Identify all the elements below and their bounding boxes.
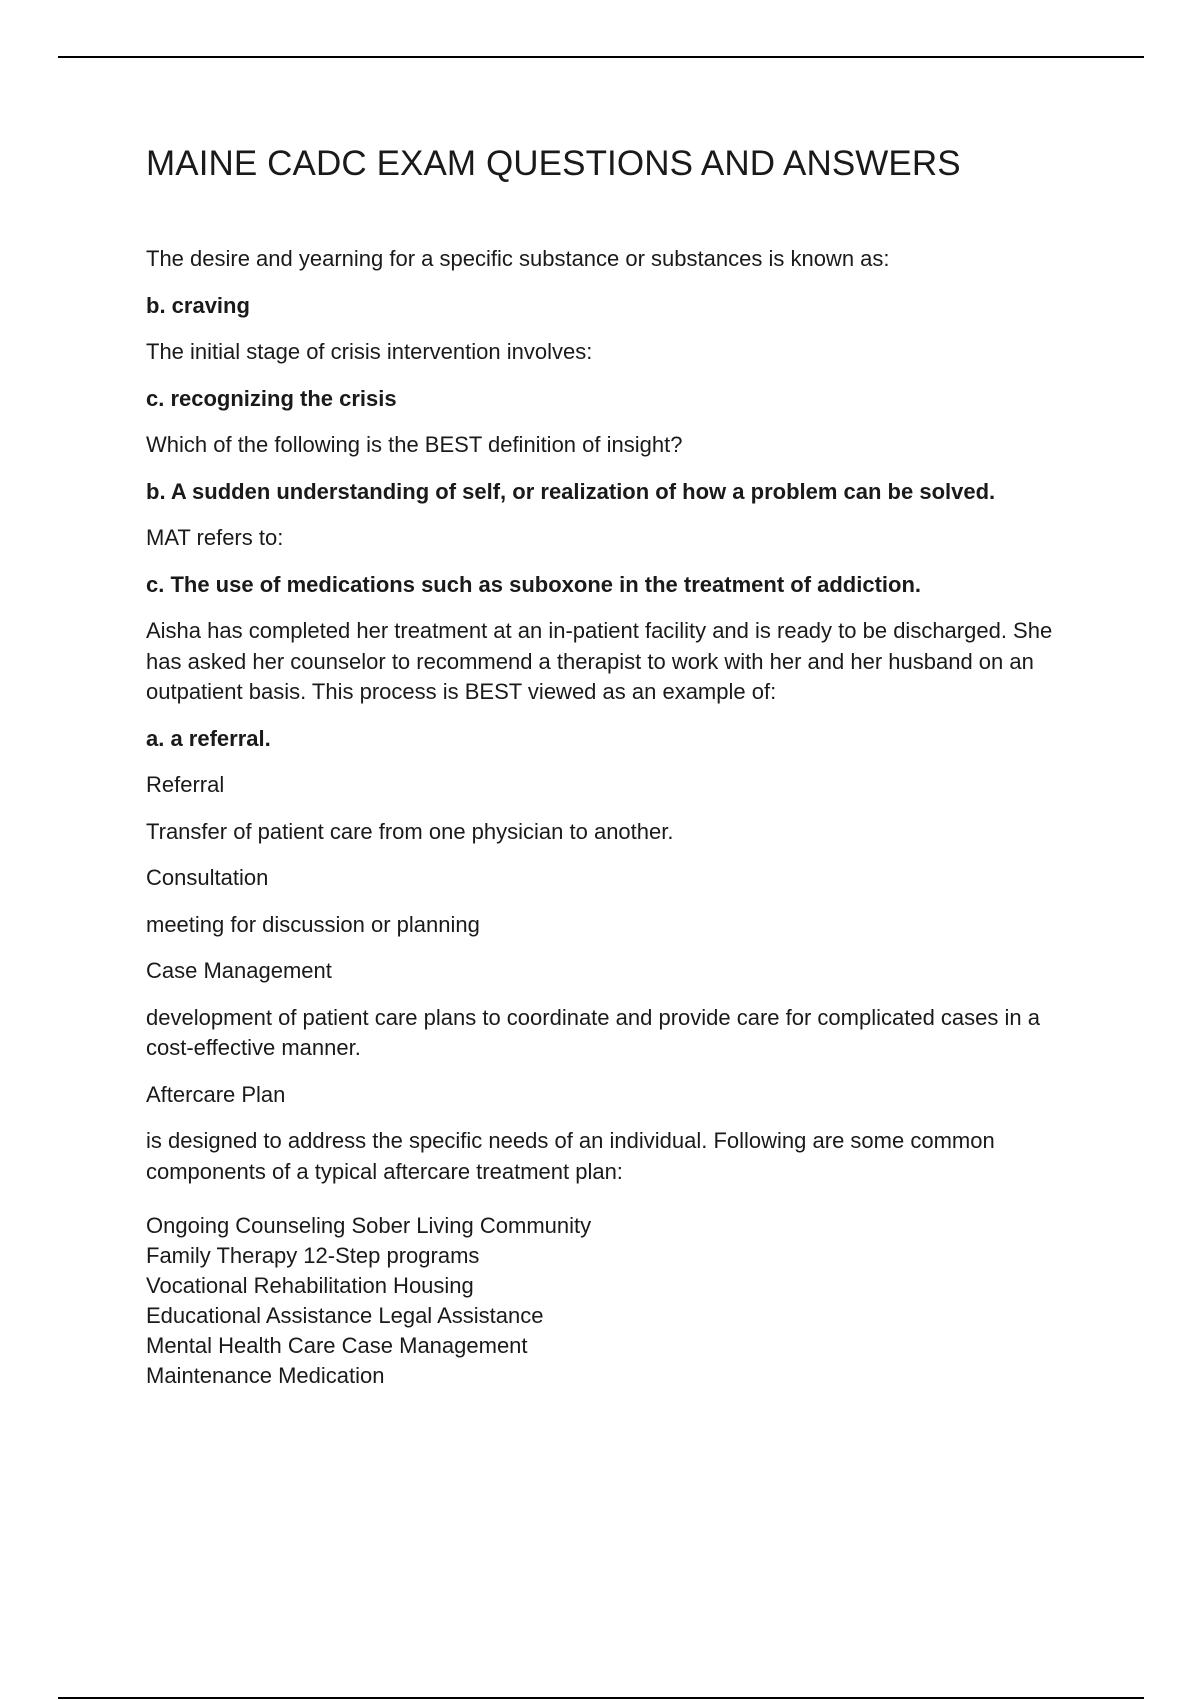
definition-text: development of patient care plans to coordinate and provide care for complicated cases in a cost-effective manner.	[146, 1004, 1040, 1060]
list-item: Maintenance Medication	[146, 1363, 385, 1388]
document-body	[146, 140, 1086, 1391]
term-text: Aftercare Plan	[146, 1081, 286, 1107]
definition-text: Transfer of patient care from one physician to another.	[146, 818, 674, 844]
bottom-rule	[58, 1697, 1144, 1699]
question-text: The initial stage of crisis intervention involves:	[146, 339, 593, 364]
definition-text: is designed to address the specific needs of an individual. Following are some common components of a typical aftercare treatment plan:	[146, 1128, 995, 1184]
question-text: Which of the following is the BEST definition of insight?	[146, 432, 683, 457]
answer-text: c. The use of medications such as suboxone in the treatment of addiction.	[146, 571, 922, 597]
question-text: The desire and yearning for a specific substance or substances is known as:	[146, 246, 890, 271]
top-rule	[58, 56, 1144, 58]
qa-card	[146, 523, 1086, 600]
term-card	[146, 956, 1086, 1064]
term-text: Case Management	[146, 958, 332, 983]
answer-text: b. craving	[146, 292, 250, 318]
definition-text: meeting for discussion or planning	[146, 911, 480, 937]
term-text: Consultation	[146, 865, 269, 890]
list-item: Ongoing Counseling Sober Living Community	[146, 1213, 592, 1238]
question-text: MAT refers to:	[146, 525, 284, 550]
question-text: Aisha has completed her treatment at an in-patient facility and is ready to be discharged. She has asked her counselor to recommend a therapist to work with her and her husband on an outpatient basis. This process is BEST viewed as an example of:	[146, 618, 1053, 704]
list-item: Mental Health Care Case Management	[146, 1333, 528, 1358]
answer-text: a. a referral.	[146, 725, 271, 751]
qa-card	[146, 430, 1086, 507]
term-card	[146, 1080, 1086, 1188]
qa-card	[146, 337, 1086, 414]
term-text: Referral	[146, 772, 225, 797]
list-item: Family Therapy 12-Step programs	[146, 1243, 480, 1268]
qa-card	[146, 244, 1086, 321]
qa-card	[146, 616, 1086, 754]
list-item: Vocational Rehabilitation Housing	[146, 1273, 474, 1298]
aftercare-components-list	[146, 1211, 1086, 1391]
term-card	[146, 863, 1086, 940]
answer-text: c. recognizing the crisis	[146, 385, 397, 411]
page-title: MAINE CADC EXAM QUESTIONS AND ANSWERS	[146, 144, 961, 183]
list-item: Educational Assistance Legal Assistance	[146, 1303, 544, 1328]
answer-text: b. A sudden understanding of self, or realization of how a problem can be solved.	[146, 478, 996, 504]
term-card	[146, 770, 1086, 847]
